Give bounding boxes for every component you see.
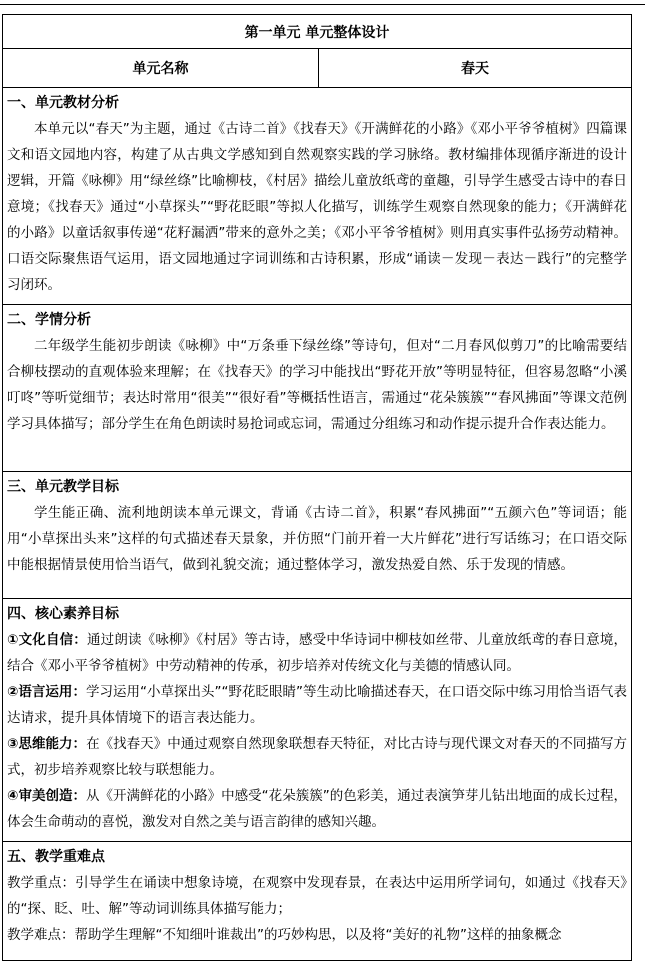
unit-design-table [2, 14, 632, 961]
item-label: ④审美创造： [7, 788, 87, 804]
item-text: 通过朗读《咏柳》《村居》等古诗，感受中华诗词中柳枝如丝带、儿童放纸鸢的春日意境，结合《邓小平爷爷植树》中劳动精神的传承，初步培养对传统文化与美德的情感认同。 [7, 632, 628, 674]
item-text: 从《开满鲜花的小路》中感受“花朵簇簇”的色彩美，通过表演笋芽儿钻出地面的成长过程，体会生命萌动的喜悦，激发对自然之美与语言韵律的感知兴趣。 [7, 788, 627, 830]
section-textbook-analysis [3, 88, 632, 305]
table-title: 第一单元 单元整体设计 [3, 15, 632, 49]
section-heading: 三、单元教学目标 [7, 479, 119, 495]
item-label: ③思维能力： [7, 736, 87, 752]
unit-name-label: 单元名称 [3, 49, 319, 88]
section-heading: 一、单元教材分析 [7, 95, 119, 111]
section-teaching-goals [3, 472, 632, 599]
item-text: 引导学生在诵读中想象诗境，在观察中发现春景，在表达中运用所学词句，如通过《找春天》的“探、眨、吐、解”等动词训练具体描写能力； [7, 875, 628, 917]
list-item [7, 731, 627, 783]
section-body: 本单元以“春天”为主题，通过《古诗二首》《找春天》《开满鲜花的小路》《邓小平爷爷植树》四篇课文和语文园地内容，构建了从古典文学感知到自然观察实践的学习脉络。教材编排体现循序渐进的设计逻辑，开篇《咏柳》用“绿丝绦”比喻柳枝，《村居》描绘儿童放纸鸢的童趣，引导学生感受古诗中的春日意境；《找春天》通过“小草探头”“野花眨眼”等拟人化描写，训练学生观察自然现象的能力；《开满鲜花的小路》以童话叙事传递“花籽漏洒”带来的意外之美；《邓小平爷爷植树》则用真实事件弘扬劳动精神。口语交际聚焦语气运用，语文园地通过字词训练和古诗积累，形成“诵读－发现－表达－践行”的完整学习闭环。 [7, 121, 627, 293]
item-text: 在《找春天》中通过观察自然现象联想春天特征，对比古诗与现代课文对春天的不同描写方式，初步培养观察比较与联想能力。 [7, 736, 627, 778]
section-heading: 四、核心素养目标 [7, 606, 119, 622]
section-heading: 二、学情分析 [7, 312, 91, 328]
section-student-analysis [3, 305, 632, 472]
section-body: 二年级学生能初步朗读《咏柳》中“万条垂下绿丝绦”等诗句，但对“二月春风似剪刀”的比喻需要结合柳枝摆动的直观体验来理解；在《找春天》的学习中能找出“野花开放”等明显特征，但容易忽略“小溪叮咚”等听觉细节；表达时常用“很美”“很好看”等概括性语言，需通过“花朵簇簇”“春风拂面”等课文范例学习具体描写；部分学生在角色朗读时易抢词或忘词，需通过分组练习和动作提示提升合作表达能力。 [7, 338, 627, 432]
item-label: 教学难点： [7, 927, 75, 943]
section-core-competencies [3, 599, 632, 842]
list-item [7, 870, 627, 922]
list-item [7, 627, 627, 679]
item-text: 学习运用“小草探出头”“野花眨眼睛”等生动比喻描述春天，在口语交际中练习用恰当语气表达请求，提升具体情境下的语言表达能力。 [7, 684, 627, 726]
item-text: 帮助学生理解“不知细叶谁裁出”的巧妙构思，以及将“美好的礼物”这样的抽象概念 [74, 927, 562, 943]
section-key-points [3, 842, 632, 961]
section-heading: 五、教学重难点 [7, 849, 105, 865]
item-label: ②语言运用： [7, 684, 86, 700]
unit-name-value: 春天 [319, 49, 632, 88]
item-label: ①文化自信： [7, 632, 87, 648]
list-item [7, 679, 627, 731]
list-item [7, 922, 627, 948]
page-top-rule [0, 4, 645, 5]
item-label: 教学重点： [7, 875, 76, 891]
list-item [7, 783, 627, 835]
section-body: 学生能正确、流利地朗读本单元课文，背诵《古诗二首》，积累“春风拂面”“五颜六色”等词语；能用“小草探出头来”这样的句式描述春天景象，并仿照“门前开着一大片鲜花”进行写话练习；在口语交际中能根据情景使用恰当语气，做到礼貌交流；通过整体学习，激发热爱自然、乐于发现的情感。 [7, 505, 627, 573]
